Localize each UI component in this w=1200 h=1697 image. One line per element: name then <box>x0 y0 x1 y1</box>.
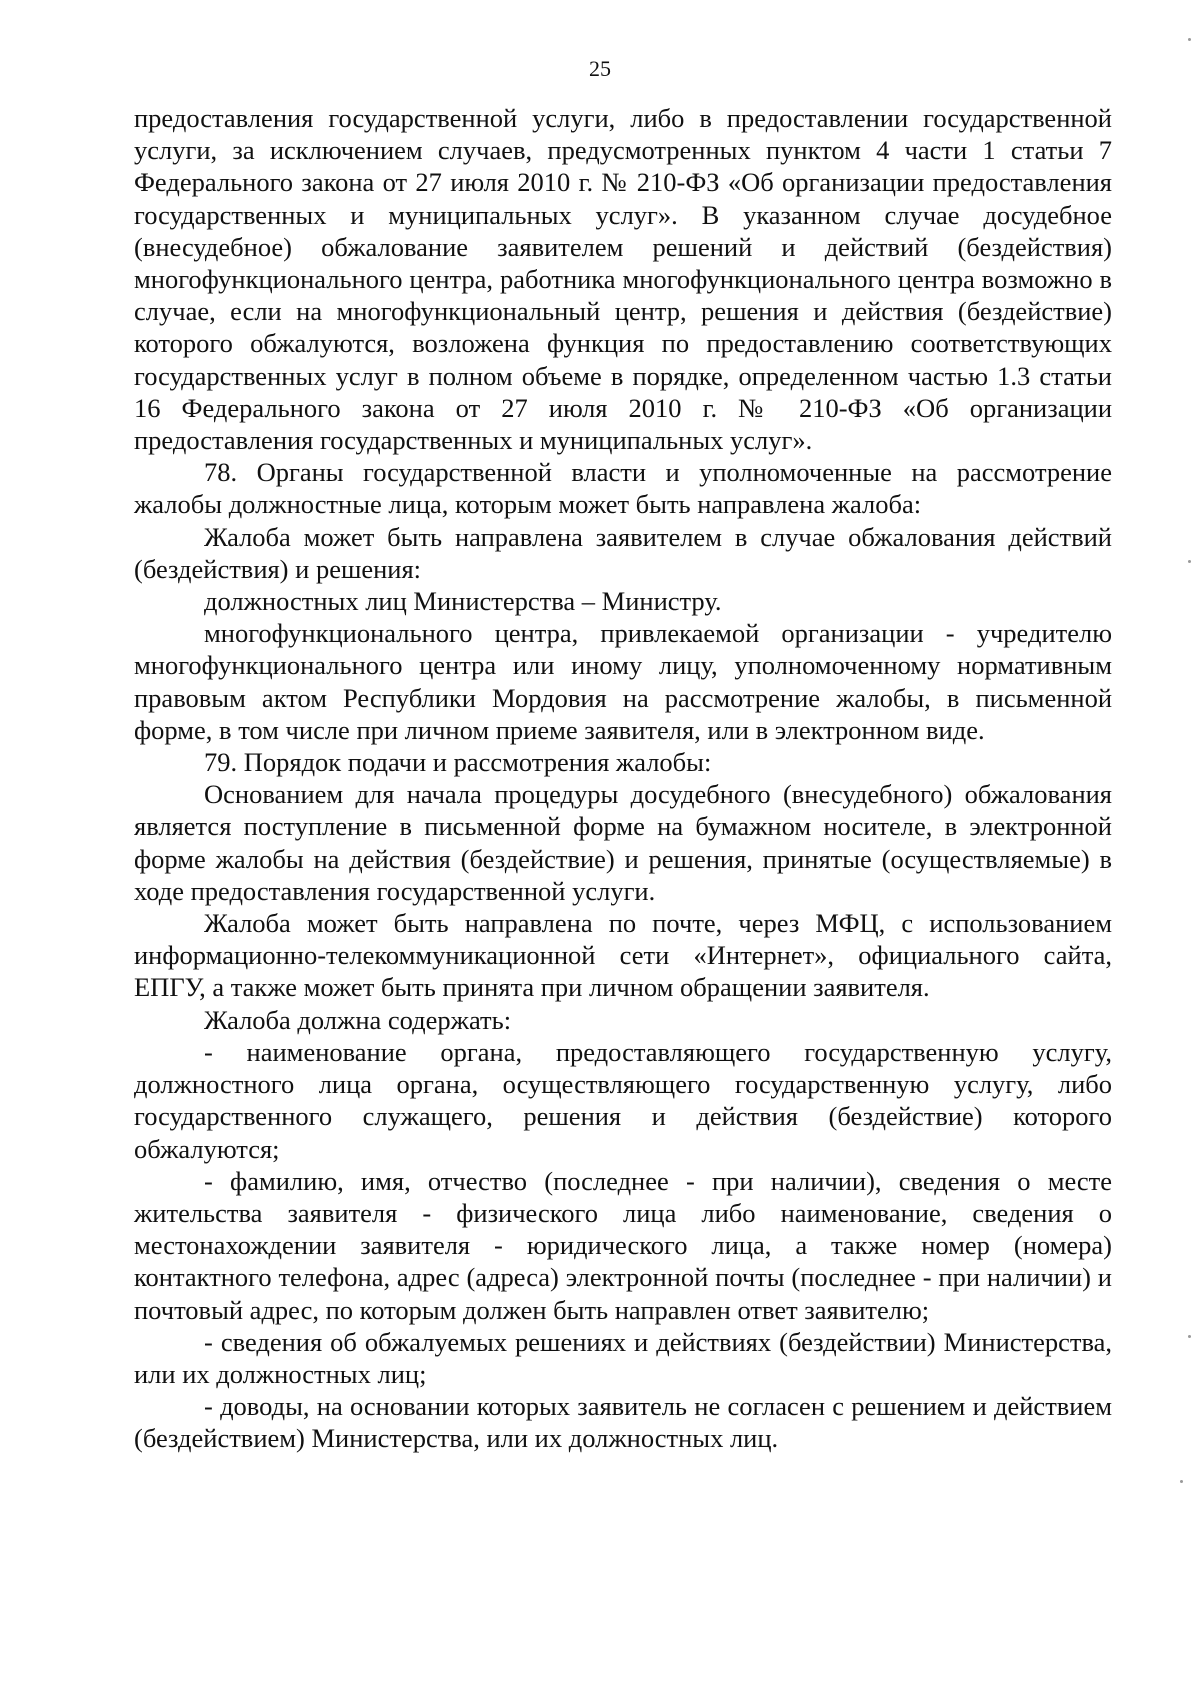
paragraph-contents-intro: Жалоба должна содержать: <box>204 1004 512 1035</box>
scan-speck <box>1180 1480 1183 1483</box>
paragraph-continuation: предоставления государственной услуги, либо в предоставлении государственной услуги, за исключением случаев, предусмотренных пунктом 4 части 1 статьи 7 Федерального закона от 27 июля 2010 г. № 210-ФЗ «Об организации предоставления государственных и муниципальных услуг». В указанном случае досудебное (внесудебное) обжалование заявителем решений и действий (бездействия) многофункционального центра, работника многофункционального центра возможно в случае, если на многофункциональный центр, решения и действия (бездействие) которого обжалуются, возложена функция по предоставлению соответствующих государственных услуг в полном объеме в порядке, определенном частью 1.3 статьи 16 Федерального закона от 27 июля 2010 г. № 210-ФЗ «Об организации предоставления государственных и муниципальных услуг». <box>134 103 1112 456</box>
paragraph-submission-channels: Жалоба может быть направлена по почте, через МФЦ, с использованием информационно-телекоммуникационной сети «Интернет», официального сайта, ЕПГУ, а также может быть принята при личном обращении заявителя. <box>134 908 1112 1003</box>
list-item-authority-name: - наименование органа, предоставляющего государственную услугу, должностного лица органа, осуществляющего государственную услугу, либо государственного служащего, решения и действия (бездействие) которого обжалуются; <box>134 1036 1112 1164</box>
list-item-applicant-details: - фамилию, имя, отчество (последнее - при наличии), сведения о месте жительства заявителя - физического лица либо наименование, сведения о местонахождении заявителя - юридического лица, а также номер (номера) контактного телефона, адрес (адреса) электронной почты (последнее - при наличии) и почтовый адрес, по которым должен быть направлен ответ заявителю; <box>134 1165 1112 1325</box>
scan-speck <box>1188 560 1191 563</box>
paragraph-complaint-direction: Жалоба может быть направлена заявителем в случае обжалования действий (бездействия) и решения: <box>134 521 1112 584</box>
paragraph-78: 78. Органы государственной власти и уполномоченные на рассмотрение жалобы должностные лица, которым может быть направлена жалоба: <box>134 457 1112 520</box>
scan-speck <box>1188 1335 1191 1338</box>
paragraph-79: 79. Порядок подачи и рассмотрения жалобы: <box>204 747 712 778</box>
scan-speck <box>1188 38 1191 41</box>
document-body <box>134 102 1112 1455</box>
page-number: 25 <box>589 56 611 81</box>
paragraph-mfc: многофункционального центра, привлекаемой организации - учредителю многофункционального центра или иному лицу, уполномоченному нормативным правовым актом Республики Мордовия на рассмотрение жалобы, в письменной форме, в том числе при личном приеме заявителя, или в электронном виде. <box>134 618 1112 745</box>
list-item-appealed-decisions: - сведения об обжалуемых решениях и действиях (бездействии) Министерства, или их должностных лиц; <box>134 1326 1112 1389</box>
paragraph-ministry-officials: должностных лиц Министерства – Министру. <box>204 586 722 617</box>
list-item-arguments: - доводы, на основании которых заявитель не согласен с решением и действием (бездействием) Министерства, или их должностных лиц. <box>134 1391 1112 1454</box>
paragraph-grounds: Основанием для начала процедуры досудебного (внесудебного) обжалования является поступление в письменной форме на бумажном носителе, в электронной форме жалобы на действия (бездействие) и решения, принятые (осуществляемые) в ходе предоставления государственной услуги. <box>134 779 1112 906</box>
